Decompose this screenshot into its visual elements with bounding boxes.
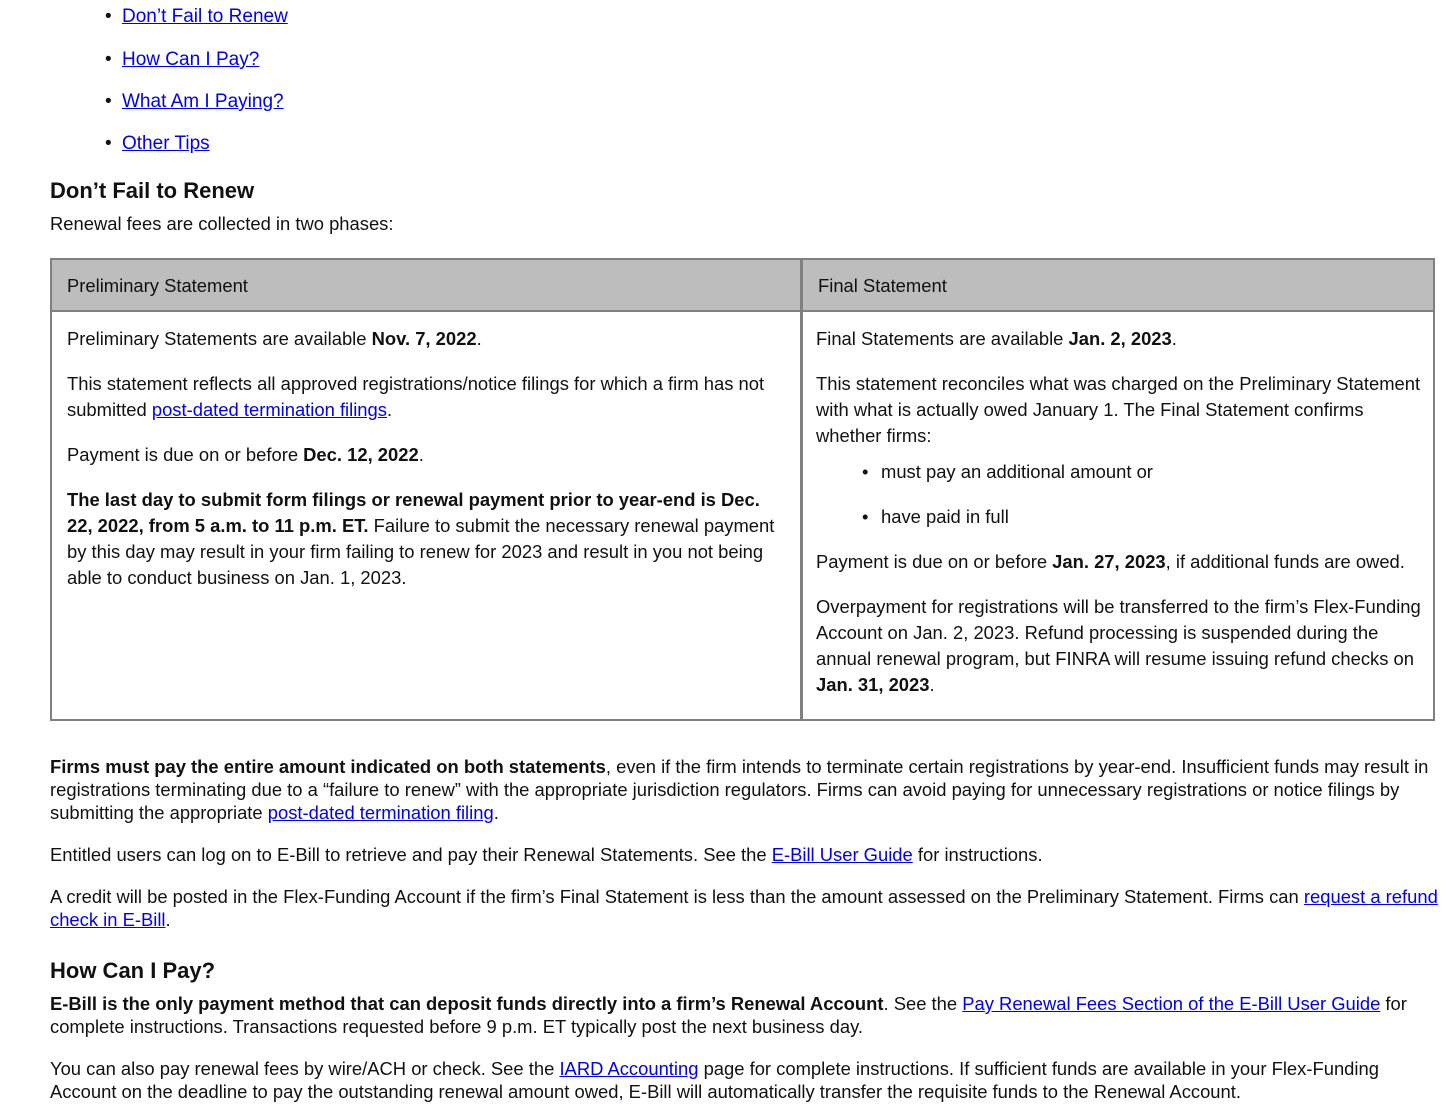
paragraph-wire-ach: You can also pay renewal fees by wire/ACH or check. See the IARD Accounting page for complete instructions. If sufficient funds are available in your Flex-Funding Account on the deadline to pay the outstanding renewal amount owed, E-Bill will automatically transfer the requisite funds to the Renewal Account. <box>50 1058 1379 1102</box>
table-header-final <box>803 260 1433 312</box>
toc-link-dont-fail-to-renew[interactable]: Don’t Fail to Renew <box>122 6 288 27</box>
bullet-icon: • <box>105 133 112 154</box>
toc-link-how-can-i-pay[interactable]: How Can I Pay? <box>122 49 260 70</box>
final-overpayment-note: Overpayment for registrations will be transferred to the firm’s Flex-Funding Account on Jan. 2, 2023. Refund processing is suspended during the annual renewal program, but FINRA will resume issuing refund checks on Jan. 31, 2023. <box>816 596 1421 695</box>
section-heading-how-can-i-pay: How Can I Pay? <box>50 958 216 983</box>
header-label: Preliminary Statement <box>67 275 248 296</box>
final-cell <box>816 326 1428 717</box>
prelim-due-date: Payment is due on or before Dec. 12, 2022. <box>67 444 424 465</box>
section-heading-dont-fail-to-renew: Don’t Fail to Renew <box>50 178 255 203</box>
bullet-icon: • <box>105 6 112 27</box>
preliminary-cell <box>67 326 787 610</box>
paragraph-credit: A credit will be posted in the Flex-Funding Account if the firm’s Final Statement is less than the amount assessed on the Preliminary Statement. Firms can request a refund check in E-Bill. <box>50 886 1438 930</box>
column-divider <box>800 260 803 719</box>
toc-link-what-am-i-paying[interactable]: What Am I Paying? <box>122 91 284 112</box>
paragraph-pay-entire-amount: Firms must pay the entire amount indicated on both statements, even if the firm intends to terminate certain registrations by year-end. Insufficient funds may result in registrations terminating due to a “failure to renew” with the appropriate jurisdiction regulators. Firms can avoid paying for unnecessary registrations or notice filings by submitting the appropriate post-dated termination filing. <box>50 756 1429 823</box>
prelim-deadline-note: The last day to submit form filings or renewal payment prior to year-end is Dec. 22, 2022, from 5 a.m. to 11 p.m. ET. Failure to submit the necessary renewal payment by this day may result in your firm failing to renew for 2023 and result in you not being able to conduct business on Jan. 1, 2023. <box>67 489 775 588</box>
final-description: This statement reconciles what was charged on the Preliminary Statement with what is actually owed January 1. The Final Statement confirms whether firms: <box>816 373 1421 446</box>
post-dated-termination-filings-link[interactable]: post-dated termination filings <box>151 399 387 420</box>
table-header-preliminary <box>52 260 800 312</box>
list-item: • have paid in full <box>816 504 1428 530</box>
post-dated-termination-filing-link[interactable]: post-dated termination filing <box>267 802 494 823</box>
section-intro: Renewal fees are collected in two phases: <box>50 213 394 234</box>
pay-renewal-fees-section-link[interactable]: Pay Renewal Fees Section of the E-Bill User Guide <box>962 993 1381 1014</box>
header-label: Final Statement <box>818 275 947 296</box>
list-item: • must pay an additional amount or <box>816 459 1428 485</box>
renewal-phases-table <box>50 258 1435 721</box>
bullet-icon: • <box>105 91 112 112</box>
final-bullet-list <box>816 459 1428 530</box>
paragraph-ebill-payment: E-Bill is the only payment method that can deposit funds directly into a firm’s Renewal Account. See the Pay Renewal Fees Section of the E-Bill User Guide for complete instructions. Transactions requested before 9 p.m. ET typically post the next business day. <box>50 993 1407 1037</box>
iard-accounting-link[interactable]: IARD Accounting <box>559 1058 699 1079</box>
request-refund-check-link[interactable]: request a refund check in E-Bill <box>50 886 1438 930</box>
toc-link-other-tips[interactable]: Other Tips <box>122 133 210 154</box>
bullet-icon: • <box>105 49 112 70</box>
final-availability: Final Statements are available Jan. 2, 2023. <box>816 328 1177 349</box>
prelim-availability: Preliminary Statements are available Nov. 7, 2022. <box>67 328 482 349</box>
final-due-date: Payment is due on or before Jan. 27, 2023, if additional funds are owed. <box>816 551 1405 572</box>
prelim-description: This statement reflects all approved registrations/notice filings for which a firm has not submitted post-dated termination filings. <box>67 373 765 420</box>
ebill-user-guide-link[interactable]: E-Bill User Guide <box>771 844 913 865</box>
paragraph-ebill-login: Entitled users can log on to E-Bill to retrieve and pay their Renewal Statements. See the E-Bill User Guide for instructions. <box>50 844 1043 865</box>
